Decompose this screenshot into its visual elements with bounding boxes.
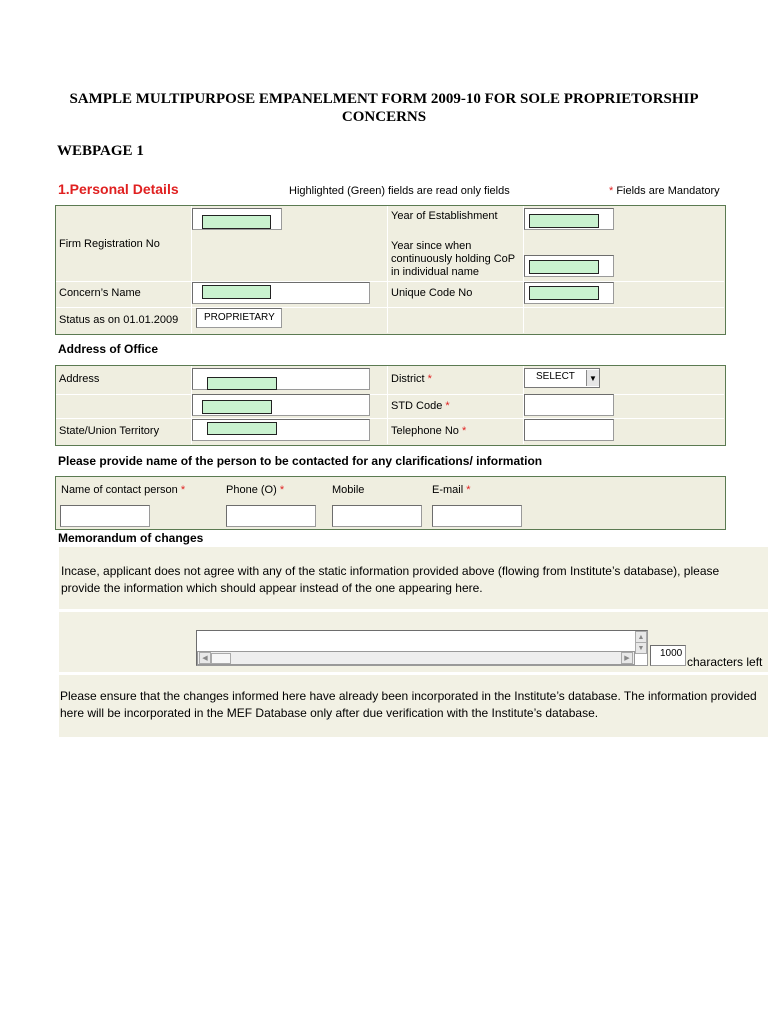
address-office-heading: Address of Office [58, 342, 159, 356]
mandatory-note-text: Fields are Mandatory [613, 185, 720, 197]
mandatory-star: * [609, 185, 614, 197]
divider [56, 394, 724, 395]
scroll-up-icon[interactable]: ▲ [635, 631, 647, 643]
unique-code-label: Unique Code No [391, 287, 473, 299]
contact-name-label-text: Name of contact person [61, 484, 178, 496]
required-star: * [461, 425, 467, 437]
std-code-label [391, 400, 450, 413]
divider [387, 366, 388, 444]
year-cop-readonly [529, 260, 599, 274]
required-star: * [427, 373, 432, 385]
memo-paragraph-2: Please ensure that the changes informed here have already been incorporated in the Institute’s database. The information provided here will be incorporated in the MEF Database only after due verification with the Institute’s database. [60, 689, 757, 720]
phone-label-text: Phone (O) [226, 484, 277, 496]
mandatory-note [609, 185, 720, 197]
firm-registration-label: Firm Registration No [59, 238, 160, 250]
mobile-label: Mobile [332, 484, 365, 496]
chevron-down-icon[interactable]: ▼ [586, 370, 599, 386]
contact-name-field[interactable] [60, 505, 150, 527]
address-label: Address [59, 373, 100, 385]
scroll-down-icon[interactable]: ▼ [635, 642, 647, 654]
unique-code-field[interactable] [524, 282, 614, 304]
required-star: * [180, 484, 186, 496]
address-line-1-field[interactable] [192, 368, 370, 390]
district-label [391, 373, 432, 386]
year-establishment-readonly [529, 214, 599, 228]
webpage-label: WEBPAGE 1 [57, 143, 144, 159]
concern-name-field[interactable] [192, 282, 370, 304]
mobile-field[interactable] [332, 505, 422, 527]
district-label-text: District [391, 373, 425, 385]
memo-info-panel [59, 547, 768, 609]
address-line-1-readonly [207, 377, 277, 390]
section-title-personal-details: 1.Personal Details [58, 181, 179, 197]
telephone-field[interactable] [524, 419, 614, 441]
unique-code-readonly [529, 286, 599, 300]
year-cop-label: Year since when continuously holding CoP in individual name [391, 240, 515, 278]
std-code-label-text: STD Code [391, 400, 443, 412]
divider [56, 281, 724, 282]
year-cop-field[interactable] [524, 255, 614, 277]
district-select[interactable] [524, 368, 600, 388]
firm-registration-readonly [202, 215, 271, 229]
divider [56, 307, 724, 308]
state-readonly [207, 422, 277, 435]
scroll-thumb[interactable] [211, 653, 231, 664]
telephone-label [391, 425, 466, 438]
scroll-right-icon[interactable]: ▶ [621, 652, 633, 664]
email-field[interactable] [432, 505, 522, 527]
year-establishment-label: Year of Establishment [391, 210, 498, 222]
memo-paragraph-1: Incase, applicant does not agree with any of the static information provided above (flowing from Institute’s database), please provide the information which should appear instead of the one appearing here. [61, 564, 720, 595]
title-line-2: CONCERNS [341, 109, 427, 125]
divider [387, 206, 388, 333]
title-line-1: SAMPLE MULTIPURPOSE EMPANELMENT FORM 2009-10 FOR SOLE PROPRIETORSHIP [69, 91, 699, 107]
memo-note-panel [59, 675, 768, 737]
concern-name-readonly [202, 285, 271, 299]
firm-registration-field[interactable] [192, 208, 282, 230]
required-star: * [466, 484, 471, 496]
scroll-left-icon[interactable]: ◀ [199, 652, 211, 664]
memo-heading: Memorandum of changes [58, 531, 204, 545]
required-star: * [279, 484, 285, 496]
memo-textarea[interactable] [196, 630, 648, 666]
telephone-label-text: Telephone No [391, 425, 459, 437]
year-establishment-field[interactable] [524, 208, 614, 230]
district-select-value: SELECT [536, 371, 575, 382]
document-title [0, 90, 768, 126]
horizontal-scrollbar[interactable] [197, 651, 635, 665]
characters-counter: 1000 [650, 645, 686, 666]
address-line-2-field[interactable] [192, 394, 370, 416]
address-line-2-readonly [202, 400, 272, 414]
readonly-note: Highlighted (Green) fields are read only fields [289, 185, 510, 197]
concern-name-label: Concern’s Name [59, 287, 141, 299]
phone-label [226, 484, 284, 497]
required-star: * [445, 400, 450, 412]
phone-field[interactable] [226, 505, 316, 527]
std-code-field[interactable] [524, 394, 614, 416]
email-label-text: E-mail [432, 484, 464, 496]
state-label: State/Union Territory [59, 425, 160, 437]
email-label [432, 484, 471, 497]
status-field: PROPRIETARY [196, 308, 282, 328]
state-field[interactable] [192, 419, 370, 441]
divider [56, 418, 724, 419]
characters-left-label: characters left [687, 655, 763, 669]
contact-heading: Please provide name of the person to be contacted for any clarifications/ information [58, 454, 543, 468]
contact-name-label [61, 484, 185, 497]
status-label: Status as on 01.01.2009 [59, 314, 179, 326]
